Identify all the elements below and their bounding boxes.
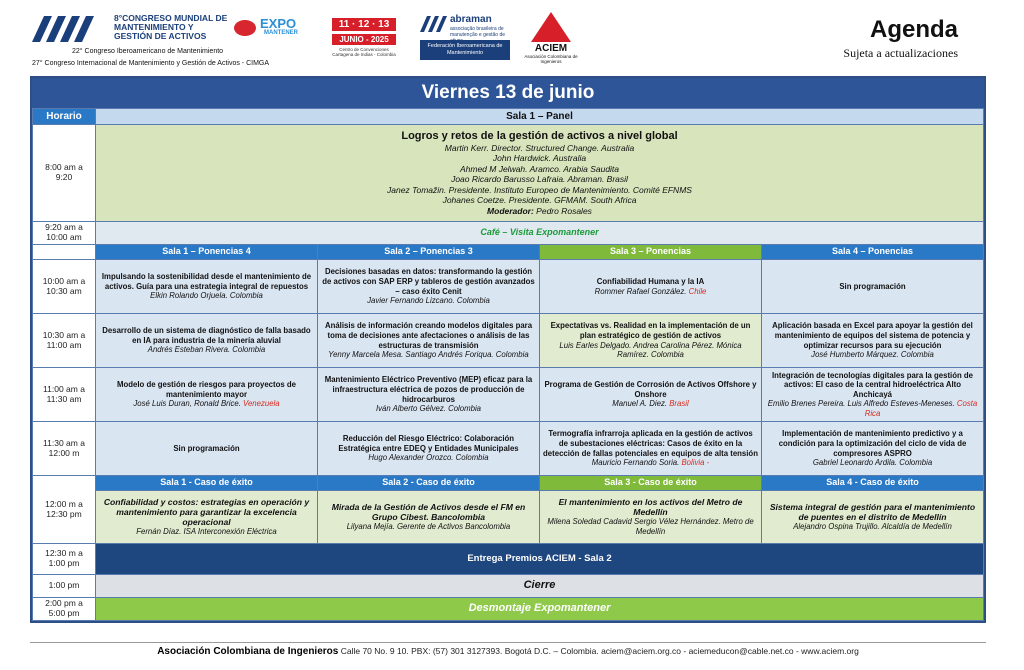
session-country: Venezuela: [243, 399, 280, 409]
agenda-subtitle: Sujeta a actualizaciones: [843, 46, 958, 60]
expo-logo: [234, 16, 304, 42]
panel-moderator: [99, 206, 980, 217]
session-country: Colombia: [495, 350, 529, 360]
session-author: Emilio Brenes Pereira. Luis Alfredo Esteves-Meneses.: [767, 399, 955, 409]
session-country: Chile: [688, 286, 707, 296]
expo-title: EXPO: [260, 16, 297, 31]
ponencias-header-sala3: Sala 3 – Ponencias: [540, 245, 761, 259]
session-author: Andrés Esteban Rivera.: [147, 345, 231, 355]
session-title: Sin programación: [173, 443, 240, 453]
desmontaje-time: 2:00 pm a 5:00 pm: [33, 598, 95, 620]
header-logos: [28, 10, 588, 72]
sala1-panel-header: Sala 1 – Panel: [96, 109, 983, 124]
row-time: 11:30 am a 12:00 m: [33, 422, 95, 475]
footer-details: Calle 70 No. 9 10. PBX: (57) 301 3127393. Bogotá D.C. – Colombia. aciem@aciem.org.co - aciemeducon@cable.net.co - www.aciem.org: [340, 646, 859, 656]
congreso-title: 8°CONGRESO MUNDIAL DE MANTENIMIENTO Y GESTIÓN DE ACTIVOS: [114, 13, 228, 41]
footer-divider: [30, 642, 986, 643]
congreso-logo: [32, 13, 270, 67]
ponencias-time-spacer: [33, 245, 95, 259]
session-title: Programa de Gestión de Corrosión de Activos Offshore y Onshore: [544, 380, 757, 399]
exito-time: 12:00 m a 12:30 pm: [33, 476, 95, 543]
aciem-sub: Asociación Colombiana de Ingenieros: [524, 54, 578, 64]
premios-time: 12:30 m a 1:00 pm: [33, 544, 95, 574]
session-cell: [318, 368, 539, 421]
session-title: Reducción del Riesgo Eléctrico: Colaboración Estratégica entre EDEQ y Entidades Municipales: [338, 434, 519, 453]
exito-header-sala1: Sala 1 - Caso de éxito: [96, 476, 317, 490]
cimga-line: 27° Congreso Internacional de Mantenimiento y Gestión de Activos - CIMGA: [32, 60, 270, 67]
exito-author: Lilyana Mejía. Gerente de Activos Bancolombia: [346, 522, 511, 532]
horario-header: Horario: [33, 109, 95, 124]
panel-speaker: Martin Kerr. Director. Structured Change. Australia: [444, 142, 635, 153]
row-time: 10:30 am a 11:00 am: [33, 314, 95, 367]
panel-speaker: Johanes Coetze. Presidente. GFMAM. South Africa: [442, 195, 637, 206]
aciem-logo: [516, 12, 586, 70]
row-time: 11:00 am a 11:30 am: [33, 368, 95, 421]
abraman-title: abraman: [450, 14, 492, 25]
session-cell: [540, 314, 761, 367]
session-country: Colombia: [229, 291, 263, 301]
session-title: Expectativas vs. Realidad en la implementación de un plan estratégico de gestión de activos: [550, 321, 751, 340]
panel-speaker: John Hardwick. Australia: [492, 153, 587, 164]
session-cell: [96, 260, 317, 313]
session-title: Mantenimiento Eléctrico Preventivo (MEP) eficaz para la infraestructura eléctrica de pozos de producción de hidrocarburos: [324, 375, 533, 404]
session-author: José Humberto Márquez.: [811, 350, 899, 360]
footer-org: Asociación Colombiana de Ingenieros: [157, 646, 339, 657]
session-title: Impulsando la sostenibilidad desde el mantenimiento de activos. Guía para una estrategia integral de repuestos: [101, 272, 312, 291]
cierre-time: 1:00 pm: [33, 575, 95, 597]
agenda-heading: [843, 16, 958, 61]
dates-month: JUNIO - 2025: [332, 34, 396, 45]
exito-title: Mirada de la Gestión de Activos desde el FM en Grupo Cibest. Bancolombia: [331, 502, 526, 523]
session-cell: [96, 422, 317, 475]
exito-author: Alejandro Ospina Trujillo. Alcaldía de Medellín: [793, 522, 952, 532]
table-row: [33, 491, 983, 543]
session-author: Elkin Rolando Orjuela.: [150, 291, 228, 301]
dates-days: 11 · 12 · 13: [332, 18, 396, 31]
exito-cell: [540, 491, 761, 543]
session-author: Manuel A. Diez.: [612, 399, 668, 409]
session-cell: [762, 422, 983, 475]
moderator-label: Moderador:: [487, 205, 534, 216]
fibm-logo: Federación Iberoamericana de Mantenimiento: [420, 40, 510, 60]
cierre-label: Cierre: [96, 575, 983, 597]
exito-header-sala3: Sala 3 - Caso de éxito: [540, 476, 761, 490]
premios-label: Entrega Premios ACIEM - Sala 2: [96, 544, 983, 574]
session-country: Colombia: [232, 345, 266, 355]
cafe-time: 9:20 am a 10:00 am: [33, 222, 95, 244]
aciem-triangle-icon: [531, 12, 571, 42]
session-cell: [96, 368, 317, 421]
schedule-table: [32, 108, 984, 621]
table-row: [33, 368, 983, 421]
abraman-bars-icon: [420, 14, 448, 34]
panel-speaker: Janez Tomažin. Presidente. Instituto Europeo de Mantenimiento. Comité EFNMS: [387, 184, 692, 195]
session-title: Análisis de información creando modelos digitales para toma de decisiones ante afectaciones o análisis de las estructuras de transmisión: [324, 321, 533, 350]
session-country: Colombia: [899, 458, 933, 468]
aciem-title: ACIEM: [534, 43, 568, 54]
session-author: Javier Fernando Lizcano.: [367, 296, 455, 306]
session-country: Colombia: [900, 350, 934, 360]
session-author: Rommer Rafael González.: [594, 286, 687, 296]
abraman-logo: [420, 14, 516, 64]
panel-speaker: Joao Ricardo Barusso Lafraia. Abraman. Brasil: [451, 174, 628, 185]
session-author: Hugo Alexander Orozco.: [368, 453, 454, 463]
session-country: Costa Rica: [864, 399, 978, 418]
session-country: Colombia: [448, 404, 482, 414]
session-title: Confiabilidad Humana y la IA: [596, 276, 705, 286]
session-country: Colombia: [456, 296, 490, 306]
expo-sub: MANTENER: [264, 30, 298, 36]
session-cell: [318, 260, 539, 313]
session-cell: [762, 260, 983, 313]
exito-title: Confiabilidad y costos: estrategias en operación y mantenimiento para garantizar la excelencia operacional: [103, 497, 310, 528]
session-title: Sin programación: [839, 281, 906, 291]
table-row: [33, 314, 983, 367]
exito-cell: [762, 491, 983, 543]
session-cell: [318, 314, 539, 367]
dates-venue: Centro de Convenciones Cartagena de Indias - Colombia: [332, 47, 396, 57]
session-cell: [540, 422, 761, 475]
session-author: Iván Alberto Gélvez.: [375, 404, 446, 414]
panel-speaker: Ahmed M Jelwah. Aramco. Arabia Saudita: [459, 163, 620, 174]
session-cell: [762, 314, 983, 367]
exito-header-sala2: Sala 2 - Caso de éxito: [318, 476, 539, 490]
panel-cell: [96, 125, 983, 221]
exito-author: Fernán Díaz. ISA Interconexión Eléctrica: [136, 527, 277, 537]
footer: [30, 646, 986, 657]
abraman-sub: associação brasileira de manutenção e gestão de: [450, 26, 506, 38]
day-title: Viernes 13 de junio: [32, 78, 984, 108]
session-country: Brasil: [669, 399, 689, 409]
session-cell: [762, 368, 983, 421]
session-author: Mauricio Fernando Soria.: [591, 458, 680, 468]
table-row: [33, 260, 983, 313]
session-author: Gabriel Leonardo Ardila.: [812, 458, 898, 468]
cafe-label: Café – Visita Expomantener: [96, 222, 983, 244]
desmontaje-label: Desmontaje Expomantener: [96, 598, 983, 620]
row-time: 10:00 am a 10:30 am: [33, 260, 95, 313]
session-author: Luis Earles Delgado. Andrea Carolina Pérez. Mónica Ramírez.: [559, 340, 742, 360]
session-country: Bolivia -: [681, 458, 710, 468]
agenda-title: Agenda: [869, 16, 958, 43]
session-title: Decisiones basadas en datos: transformando la gestión de activos con SAP ERP y tableros de gestión avanzados – caso éxito Cenit: [322, 267, 535, 296]
session-title: Implementación de mantenimiento predictivo y a condición para la optimización del ciclo de vida de compresores ASPRO: [778, 429, 967, 458]
session-title: Termografía infrarroja aplicada en la gestión de activos de subestaciones eléctricas: Casos de éxito en la detección de fallas potenciales en equipos de alta tensión: [543, 429, 758, 458]
session-cell: [96, 314, 317, 367]
panel-time: 8:00 am a 9:20: [33, 125, 95, 221]
exito-cell: [318, 491, 539, 543]
session-country: Colombia: [455, 453, 489, 463]
session-author: Yenny Marcela Mesa. Santiago Andrés Foriqua.: [328, 350, 494, 360]
exito-author: Milena Soledad Cadavid Sergio Vélez Hernández. Metro de Medellín: [547, 517, 754, 536]
congreso-bars-icon: [32, 14, 102, 44]
agenda-table: [30, 76, 986, 623]
exito-title: El mantenimiento en los activos del Metro de Medellín: [558, 497, 743, 518]
session-author: José Luis Duran, Ronald Brice.: [133, 399, 241, 409]
event-dates: [332, 18, 396, 64]
session-cell: [540, 260, 761, 313]
exito-header-sala4: Sala 4 - Caso de éxito: [762, 476, 983, 490]
panel-title: Logros y retos de la gestión de activos a nivel global: [401, 129, 678, 142]
ponencias-header-sala1: Sala 1 – Ponencias 4: [96, 245, 317, 259]
table-row: [33, 422, 983, 475]
ponencias-header-sala4: Sala 4 – Ponencias: [762, 245, 983, 259]
exito-title: Sistema integral de gestión para el mantenimiento de puentes en el distrito de Medellín: [769, 502, 976, 523]
panel-speakers: [99, 143, 980, 217]
session-cell: [540, 368, 761, 421]
ibero-line: 22° Congreso Iberoamericano de Mantenimiento: [72, 48, 224, 55]
session-country: Colombia: [650, 350, 684, 360]
moderator-name: Pedro Rosales: [536, 205, 592, 216]
ponencias-header-sala2: Sala 2 – Ponencias 3: [318, 245, 539, 259]
session-title: Integración de tecnologías digitales para la gestión de activos: El caso de la central hidroeléctrica Alto Anchicayá: [771, 370, 974, 399]
expo-ball-icon: [234, 20, 256, 36]
exito-cell: [96, 491, 317, 543]
session-cell: [318, 422, 539, 475]
session-title: Aplicación basada en Excel para apoyar la gestión del mantenimiento de equipos del sistema de potencia y optimizar recursos para su ejecución: [772, 321, 973, 350]
session-title: Desarrollo de un sistema de diagnóstico de falla basado en IA para industria de la minería aluvial: [102, 326, 311, 345]
session-title: Modelo de gestión de riesgos para proyectos de mantenimiento mayor: [117, 380, 296, 399]
